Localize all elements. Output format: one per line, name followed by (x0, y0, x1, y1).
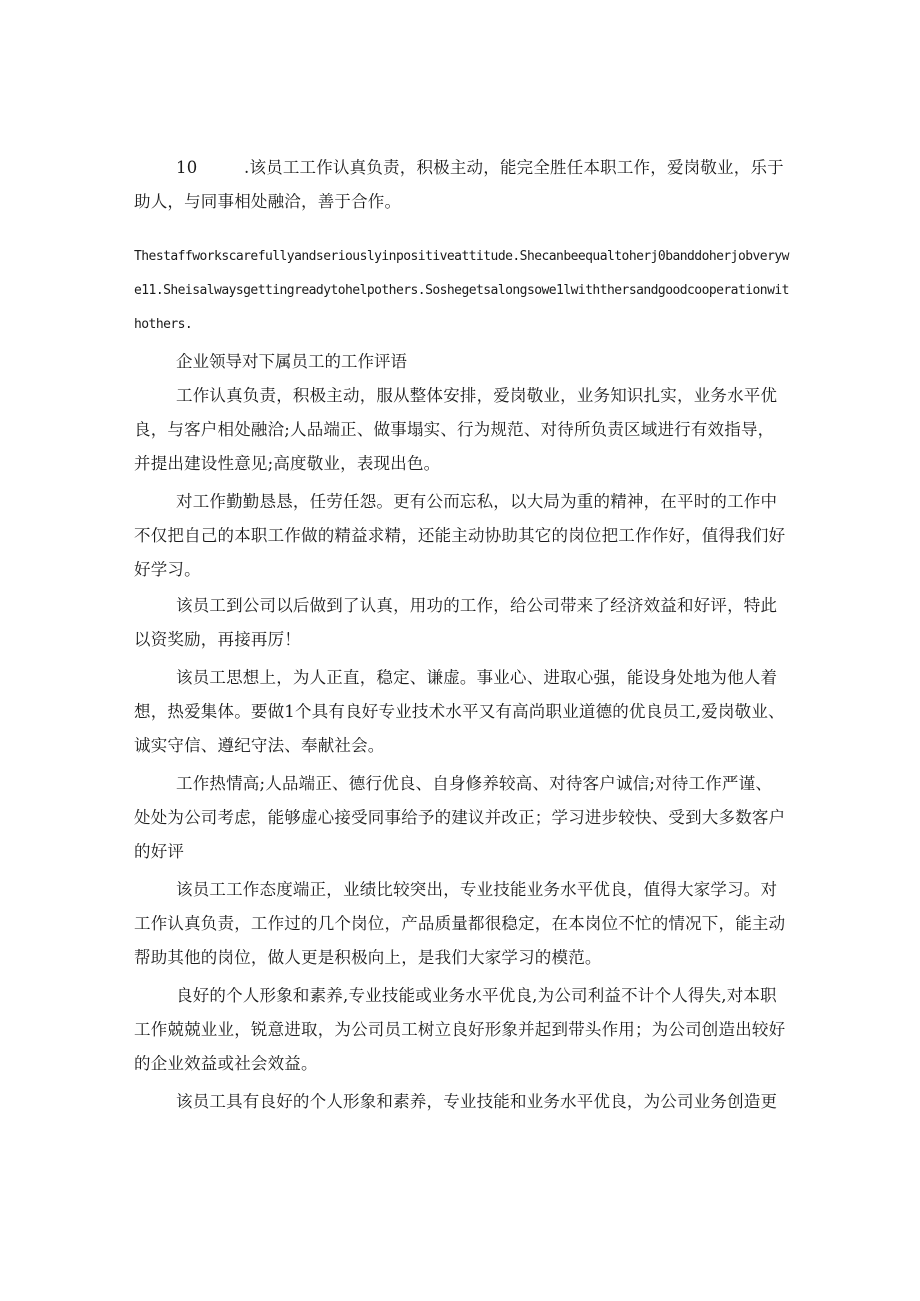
item-10-paragraph (134, 151, 786, 219)
item-10-text: .该员工工作认真负责，积极主动，能完全胜任本职工作，爱岗敬业，乐于助人，与同事相处融洽，善于合作。 (134, 158, 784, 211)
comment-paragraph: 良好的个人形象和素养,专业技能或业务水平优良,为公司利益不计个人得失,对本职工作兢兢业业，锐意进取，为公司员工树立良好形象并起到带头作用；为公司创造出较好的企业效益或社会效益。 (134, 986, 786, 1073)
comment-paragraph: 该员工思想上，为人正直，稳定、谦虚。事业心、进取心强，能设身处地为他人着想，热爱集体。要做1个具有良好专业技术水平又有高尚职业道德的优良员工,爱岗敬业、诚实守信、遵纪守法、奉献社会。 (134, 668, 785, 755)
comment-paragraph: 该员工到公司以后做到了认真，用功的工作，给公司带来了经济效益和好评，特此以资奖励，再接再厉！ (134, 596, 778, 649)
comment-paragraph: 工作热情高;人品端正、德行优良、自身修养较高、对待客户诚信;对待工作严谨、处处为公司考虑，能够虚心接受同事给予的建议并改正；学习进步较快、受到大多数客户的好评 (134, 774, 786, 861)
comment-paragraph: 该员工工作态度端正，业绩比较突出，专业技能业务水平优良，值得大家学习。对工作认真负责，工作过的几个岗位，产品质量都很稳定，在本岗位不忙的情况下，能主动帮助其他的岗位，做人更是积极向上，是我们大家学习的模范。 (134, 880, 786, 967)
section-title: 企业领导对下属员工的工作评语 (176, 352, 407, 371)
english-translation: Thestaffworkscarefullyandseriouslyinpositiveattitude.Shecanbeequaltoherj0banddoherjobverywe11.Sheisalwaysgettingreadytohelpothers.Soshegetsalongsowe1lwiththersandgoodcooperationwithothers. (134, 249, 789, 332)
comment-paragraph: 工作认真负责，积极主动，服从整体安排，爱岗敬业，业务知识扎实，业务水平优良，与客户相处融洽;人品端正、做事塌实、行为规范、对待所负责区域进行有效指导，并提出建设性意见;高度敬业，表现出色。 (134, 386, 778, 473)
comment-paragraph: 对工作勤勤恳恳，任劳任怨。更有公而忘私，以大局为重的精神，在平时的工作中不仅把自己的本职工作做的精益求精，还能主动协助其它的岗位把工作作好，值得我们好好学习。 (134, 492, 786, 579)
item-number: 10 (176, 158, 198, 177)
comment-paragraph: 该员工具有良好的个人形象和素养，专业技能和业务水平优良，为公司业务创造更 (176, 1092, 778, 1111)
